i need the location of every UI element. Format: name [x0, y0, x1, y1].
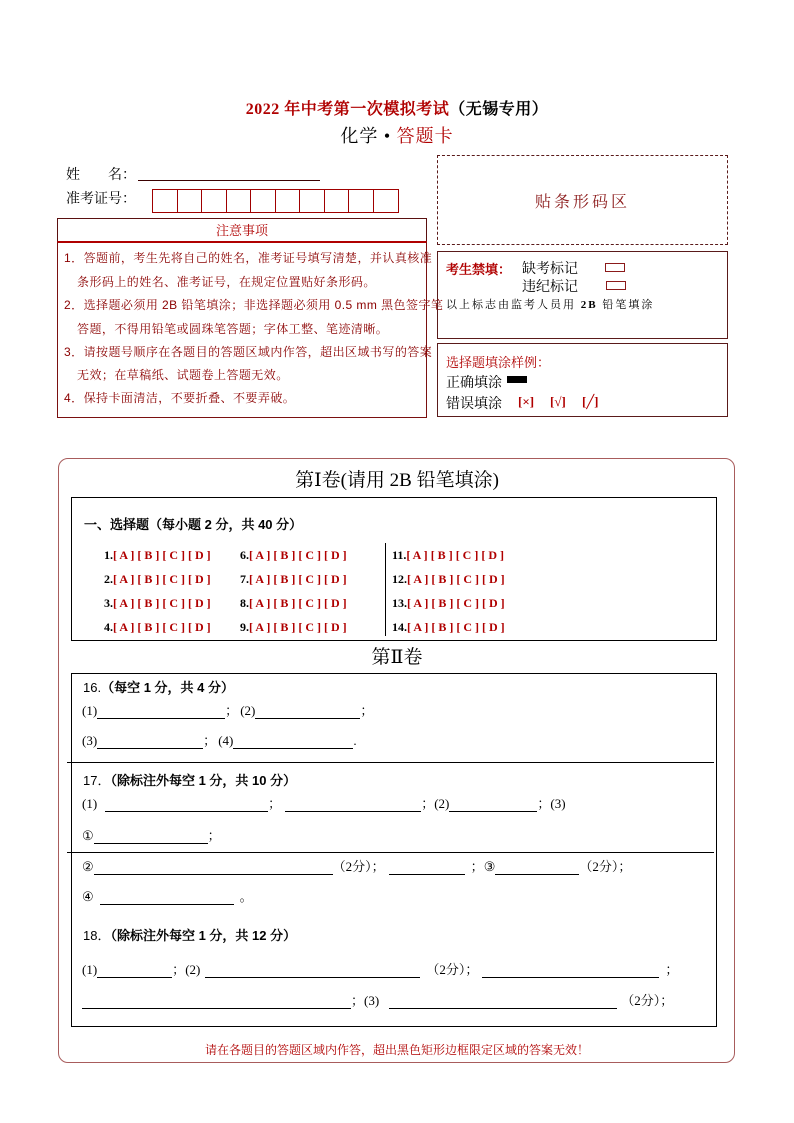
option-a[interactable]: [ A ] — [113, 548, 135, 562]
option-c[interactable]: [ C ] — [298, 596, 322, 610]
question-17-header — [83, 770, 296, 789]
option-d[interactable]: [ D ] — [482, 572, 505, 586]
question-row — [104, 596, 214, 611]
note-line: 条形码上的姓名、准考证号，在规定位置贴好条形码。 — [77, 275, 376, 289]
name-field[interactable] — [138, 180, 320, 181]
part1-title: 第Ⅰ卷(请用 2B 铅笔填涂) — [295, 470, 499, 491]
exam-id-digit-box[interactable] — [226, 189, 252, 213]
answer-blank[interactable] — [285, 798, 421, 812]
option-b[interactable]: [ B ] — [431, 572, 454, 586]
score-note: （2分）； — [332, 859, 385, 874]
subject-label: 化学 — [340, 126, 379, 146]
answer-blank[interactable] — [205, 964, 420, 978]
violation-mark-label: 违纪标记 — [522, 278, 578, 294]
exam-id-digit-box[interactable] — [275, 189, 301, 213]
exam-id-digit-box[interactable] — [250, 189, 276, 213]
note-line: 2．选择题必须用 2B 铅笔填涂；非选择题必须用 0.5 mm 黑色签字笔 — [64, 298, 444, 312]
question-number: 11. — [392, 548, 407, 562]
question-17-score-note: （除标注外每空 1 分，共 10 分） — [110, 773, 297, 788]
question-number: 13. — [392, 596, 407, 610]
answer-blank[interactable] — [97, 705, 225, 719]
wrong-mark-cross-icon: [×] — [518, 394, 535, 409]
option-c[interactable]: [ C ] — [162, 572, 186, 586]
answer-blank[interactable] — [449, 798, 537, 812]
question-number: 4. — [104, 620, 113, 634]
fill-sample-title: 选择题填涂样例： — [446, 355, 551, 370]
separator: ； — [203, 733, 217, 748]
question-number: 2. — [104, 572, 113, 586]
proctor-note-prefix: 以上标志由监考人员用 — [446, 299, 581, 311]
note-line: 无效；在草稿纸、试题卷上答题无效。 — [77, 368, 289, 382]
question-18-header — [83, 925, 296, 944]
answer-blank[interactable] — [82, 995, 351, 1009]
separator: ； — [351, 993, 365, 1008]
score-note: （2分）； — [579, 859, 632, 874]
notes-panel — [57, 241, 444, 418]
separator: . — [353, 733, 357, 748]
option-d[interactable]: [ D ] — [482, 620, 505, 634]
filled-bubble-icon — [507, 376, 527, 383]
answer-blank[interactable] — [495, 861, 579, 875]
question-row — [392, 572, 508, 587]
answer-blank[interactable] — [255, 705, 360, 719]
question-number: 3. — [104, 596, 113, 610]
option-c[interactable]: [ C ] — [298, 548, 322, 562]
footer-warning: 请在各题目的答题区域内作答，超出黑色矩形边框限定区域的答案无效！ — [204, 1043, 589, 1057]
separator: ； — [537, 796, 551, 811]
notes-title: 注意事项 — [57, 218, 427, 242]
blank-label: ① — [82, 828, 94, 843]
option-a[interactable]: [ A ] — [113, 596, 135, 610]
option-c[interactable]: [ C ] — [298, 620, 322, 634]
blank-label: (1) — [82, 703, 98, 718]
question-17-row-2 — [82, 828, 221, 844]
option-c[interactable]: [ C ] — [456, 572, 480, 586]
option-d[interactable]: [ D ] — [324, 596, 347, 610]
absent-mark-box[interactable] — [605, 263, 625, 272]
option-a[interactable]: [ A ] — [249, 620, 271, 634]
exam-id-digit-box[interactable] — [152, 189, 178, 213]
part2-title: 第Ⅱ卷 — [371, 647, 423, 668]
wrong-mark-check-icon: [√] — [550, 394, 566, 409]
exam-title — [0, 96, 794, 119]
card-subtitle — [0, 122, 794, 148]
question-row — [240, 572, 350, 587]
divider-line — [67, 852, 714, 853]
option-b[interactable]: [ B ] — [431, 596, 454, 610]
proctor-note — [446, 296, 654, 312]
note-line: 4．保持卡面清洁，不要折叠、不要弄破。 — [64, 391, 296, 405]
option-a[interactable]: [ A ] — [249, 572, 271, 586]
score-note: （2分）； — [426, 962, 479, 977]
blank-label: (1) — [82, 796, 98, 811]
option-a[interactable]: [ A ] — [406, 548, 428, 562]
exam-id-digit-box[interactable] — [177, 189, 203, 213]
question-number: 14. — [392, 620, 407, 634]
option-d[interactable]: [ D ] — [188, 548, 211, 562]
option-b[interactable]: [ B ] — [137, 620, 160, 634]
multiple-choice-header: 一、选择题（每小题 2 分，共 40 分） — [84, 517, 303, 532]
question-row — [240, 620, 350, 635]
question-row — [104, 572, 214, 587]
option-b[interactable]: [ B ] — [137, 548, 160, 562]
answer-blank[interactable] — [94, 861, 333, 875]
exam-id-digit-box[interactable] — [348, 189, 374, 213]
question-row — [240, 596, 350, 611]
blank-label: (2) — [185, 962, 201, 977]
barcode-label: 贴条形码区 — [534, 193, 630, 211]
option-c[interactable]: [ C ] — [456, 620, 480, 634]
option-d[interactable]: [ D ] — [481, 548, 505, 562]
answer-blank[interactable] — [233, 735, 353, 749]
option-d[interactable]: [ D ] — [188, 620, 211, 634]
exam-title-main: 2022 年中考第一次模拟考试 — [245, 101, 450, 118]
option-d[interactable]: [ D ] — [324, 620, 347, 634]
question-16-number: 16. — [83, 680, 102, 695]
exam-id-boxes — [152, 189, 397, 213]
blank-label: (3) — [550, 796, 566, 811]
question-row — [240, 548, 350, 563]
option-d[interactable]: [ D ] — [324, 548, 347, 562]
separator: ； — [268, 796, 282, 811]
absent-mark-label: 缺考标记 — [522, 260, 578, 276]
score-note: （2分）； — [621, 993, 674, 1008]
exam-id-digit-box[interactable] — [373, 189, 399, 213]
question-number: 6. — [240, 548, 249, 562]
separator: ； — [360, 703, 374, 718]
question-row — [392, 548, 507, 563]
option-d[interactable]: [ D ] — [482, 596, 505, 610]
proctor-label: 考生禁填： — [446, 262, 512, 277]
wrong-fill-label: 错误填涂 — [446, 395, 502, 411]
question-number: 1. — [104, 548, 113, 562]
blank-label: (4) — [218, 733, 234, 748]
option-d[interactable]: [ D ] — [188, 596, 211, 610]
blank-label: (2) — [240, 703, 256, 718]
question-row — [104, 620, 214, 635]
blank-label: ④ — [82, 889, 94, 904]
option-a[interactable]: [ A ] — [407, 620, 429, 634]
question-18-row-1 — [82, 962, 678, 978]
answer-blank[interactable] — [97, 735, 203, 749]
separator: 。 — [239, 889, 253, 904]
option-a[interactable]: [ A ] — [113, 572, 135, 586]
blank-label: (2) — [434, 796, 450, 811]
exam-id-label: 准考证号： — [66, 190, 136, 206]
question-18-score-note: （除标注外每空 1 分，共 12 分） — [110, 928, 297, 943]
separator: ； — [665, 962, 679, 977]
barcode-area — [437, 155, 728, 245]
option-c[interactable]: [ C ] — [455, 548, 479, 562]
option-a[interactable]: [ A ] — [407, 596, 429, 610]
option-b[interactable]: [ B ] — [273, 548, 296, 562]
option-b[interactable]: [ B ] — [137, 596, 160, 610]
proctor-note-suffix: 铅笔填涂 — [597, 299, 655, 311]
option-d[interactable]: [ D ] — [188, 572, 211, 586]
option-b[interactable]: [ B ] — [273, 620, 296, 634]
option-a[interactable]: [ A ] — [113, 620, 135, 634]
option-c[interactable]: [ C ] — [456, 596, 480, 610]
note-line: 答题，不得用铅笔或圆珠笔答题；字体工整、笔迹清晰。 — [77, 322, 389, 336]
wrong-mark-slash-icon: [╱] — [582, 394, 599, 409]
option-a[interactable]: [ A ] — [249, 548, 271, 562]
option-c[interactable]: [ C ] — [162, 548, 186, 562]
question-16-header — [83, 677, 234, 696]
separator: ； — [172, 962, 186, 977]
question-row — [104, 548, 214, 563]
divider-line — [67, 762, 714, 763]
answer-blank[interactable] — [100, 891, 234, 905]
answer-card-label: 答题卡 — [396, 126, 454, 146]
option-d[interactable]: [ D ] — [324, 572, 347, 586]
question-17-row-1 — [82, 796, 566, 812]
question-18-number: 18． — [83, 928, 111, 943]
answer-blank[interactable] — [389, 995, 617, 1009]
option-b[interactable]: [ B ] — [273, 596, 296, 610]
question-number: 7. — [240, 572, 249, 586]
option-c[interactable]: [ C ] — [162, 620, 186, 634]
answer-blank[interactable] — [482, 964, 659, 978]
blank-label: ② — [82, 859, 94, 874]
correct-fill-label: 正确填涂 — [446, 374, 502, 390]
question-number: 9. — [240, 620, 249, 634]
separator: ； — [470, 859, 484, 874]
question-row — [392, 620, 508, 635]
separator: ； — [207, 828, 221, 843]
exam-id-digit-box[interactable] — [201, 189, 227, 213]
option-b[interactable]: [ B ] — [273, 572, 296, 586]
option-a[interactable]: [ A ] — [249, 596, 271, 610]
option-a[interactable]: [ A ] — [407, 572, 429, 586]
exam-id-digit-box[interactable] — [299, 189, 325, 213]
blank-label: (3) — [364, 993, 380, 1008]
exam-title-region: （无锡专用） — [449, 101, 549, 118]
column-divider — [385, 543, 386, 636]
question-18-row-2 — [82, 993, 673, 1009]
option-b[interactable]: [ B ] — [137, 572, 160, 586]
note-line: 1．答题前，考生先将自己的姓名，准考证号填写清楚，并认真核准 — [64, 251, 433, 265]
option-c[interactable]: [ C ] — [162, 596, 186, 610]
question-number: 8. — [240, 596, 249, 610]
answer-blank[interactable] — [105, 798, 268, 812]
option-c[interactable]: [ C ] — [298, 572, 322, 586]
question-17-row-4 — [82, 889, 253, 905]
question-16-score-note: （每空 1 分，共 4 分） — [101, 680, 234, 695]
name-label: 姓 名： — [66, 166, 136, 182]
blank-label: ③ — [483, 859, 496, 874]
question-17-number: 17． — [83, 773, 111, 788]
blank-label: (1) — [82, 962, 98, 977]
violation-mark-box[interactable] — [606, 281, 626, 290]
option-b[interactable]: [ B ] — [430, 548, 453, 562]
separator: ； — [225, 703, 239, 718]
exam-id-digit-box[interactable] — [324, 189, 350, 213]
question-number: 12. — [392, 572, 407, 586]
question-16-row-2 — [82, 733, 357, 749]
answer-blank[interactable] — [94, 830, 208, 844]
proctor-note-pencil: 2B — [580, 299, 598, 311]
answer-blank[interactable] — [389, 861, 465, 875]
separator: ； — [421, 796, 435, 811]
question-16-row-1 — [82, 703, 373, 719]
dot-separator: • — [378, 126, 397, 146]
question-17-row-3 — [82, 859, 631, 875]
answer-blank[interactable] — [97, 964, 172, 978]
blank-label: (3) — [82, 733, 98, 748]
option-b[interactable]: [ B ] — [431, 620, 454, 634]
note-line: 3．请按题号顺序在各题目的答题区域内作答，超出区域书写的答案 — [64, 345, 433, 359]
question-row — [392, 596, 508, 611]
